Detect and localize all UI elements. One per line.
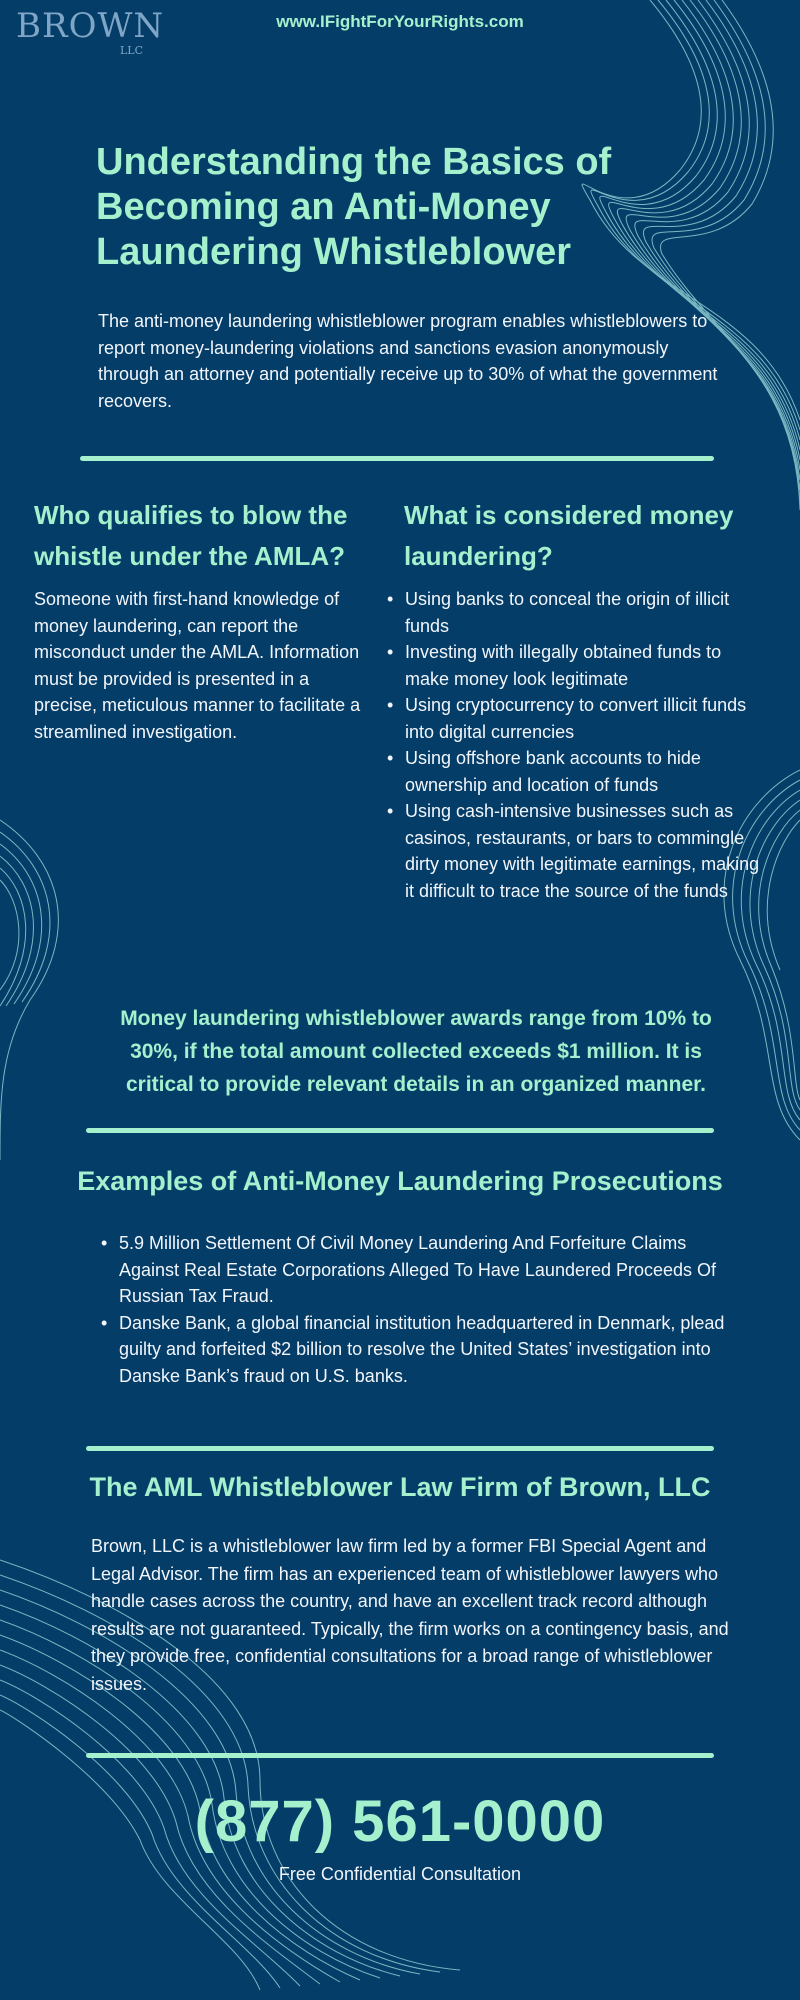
list-item: • 5.9 Million Settlement Of Civil Money Laundering And Forfeiture Claims Against Real Estate Corporations Alleged To Have Laundered Proceeds Of Russian Tax Fraud. bbox=[99, 1230, 729, 1310]
page-title: Understanding the Basics of Becoming an Anti-Money Laundering Whistleblower bbox=[96, 141, 612, 273]
intro-paragraph: The anti-money laundering whistleblower program enables whistleblowers to report money-laundering violations and sanctions evasion anonymously through an attorney and potentially receive up to 30% of what the government recovers. bbox=[98, 311, 718, 411]
awards-highlight: Money laundering whistleblower awards range from 10% to 30%, if the total amount collected exceeds $1 million. It is critical to provide relevant details in an organized manner. bbox=[120, 1007, 712, 1096]
firm-heading: The AML Whistleblower Law Firm of Brown, LLC bbox=[89, 1472, 711, 1502]
logo-subtext: LLC bbox=[120, 44, 144, 57]
considered-heading: What is considered money laundering? bbox=[404, 500, 734, 571]
firm-description: Brown, LLC is a whistleblower law firm led by a former FBI Special Agent and Legal Advisor. The firm has an experienced team of whistleblower lawyers who handle cases across the country, and have an excellent track record although results are not guaranteed. Typically, the firm works on a contingency basis, and they provide free, confidential consultations for a broad range of whistleblower issues. bbox=[91, 1536, 729, 1694]
examples-heading: Examples of Anti-Money Laundering Prosecutions bbox=[77, 1166, 723, 1196]
qualifies-text: Someone with first-hand knowledge of money laundering, can report the misconduct under the AMLA. Information must be provided is presented in a precise, meticulous manner to facilitate a streamlined investigation. bbox=[34, 589, 361, 742]
list-item: • Using offshore bank accounts to hide ownership and location of funds bbox=[385, 745, 763, 798]
list-item: • Using cryptocurrency to convert illicit funds into digital currencies bbox=[385, 692, 763, 745]
divider-3 bbox=[86, 1446, 714, 1451]
website-url-link[interactable]: www.IFightForYourRights.com bbox=[276, 12, 524, 31]
qualifies-heading: Who qualifies to blow the whistle under the AMLA? bbox=[34, 500, 348, 571]
logo-wordmark: BROWN bbox=[16, 6, 165, 46]
phone-number-link[interactable]: (877) 561-0000 bbox=[194, 1789, 606, 1854]
divider-4 bbox=[86, 1753, 714, 1758]
consultation-tagline: Free Confidential Consultation bbox=[278, 1864, 522, 1884]
examples-list bbox=[99, 1230, 729, 1389]
money-laundering-list bbox=[385, 586, 763, 904]
divider-2 bbox=[86, 1128, 714, 1133]
list-item: • Using cash-intensive businesses such as casinos, restaurants, or bars to commingle dirty money with legitimate earnings, making it difficult to trace the source of the funds bbox=[385, 798, 763, 904]
list-item: • Using banks to conceal the origin of illicit funds bbox=[385, 586, 763, 639]
divider-1 bbox=[80, 456, 714, 461]
list-item: • Danske Bank, a global financial institution headquartered in Denmark, plead guilty and forfeited $2 billion to resolve the United States’ investigation into Danske Bank’s fraud on U.S. banks. bbox=[99, 1310, 729, 1390]
list-item: • Investing with illegally obtained funds to make money look legitimate bbox=[385, 639, 763, 692]
